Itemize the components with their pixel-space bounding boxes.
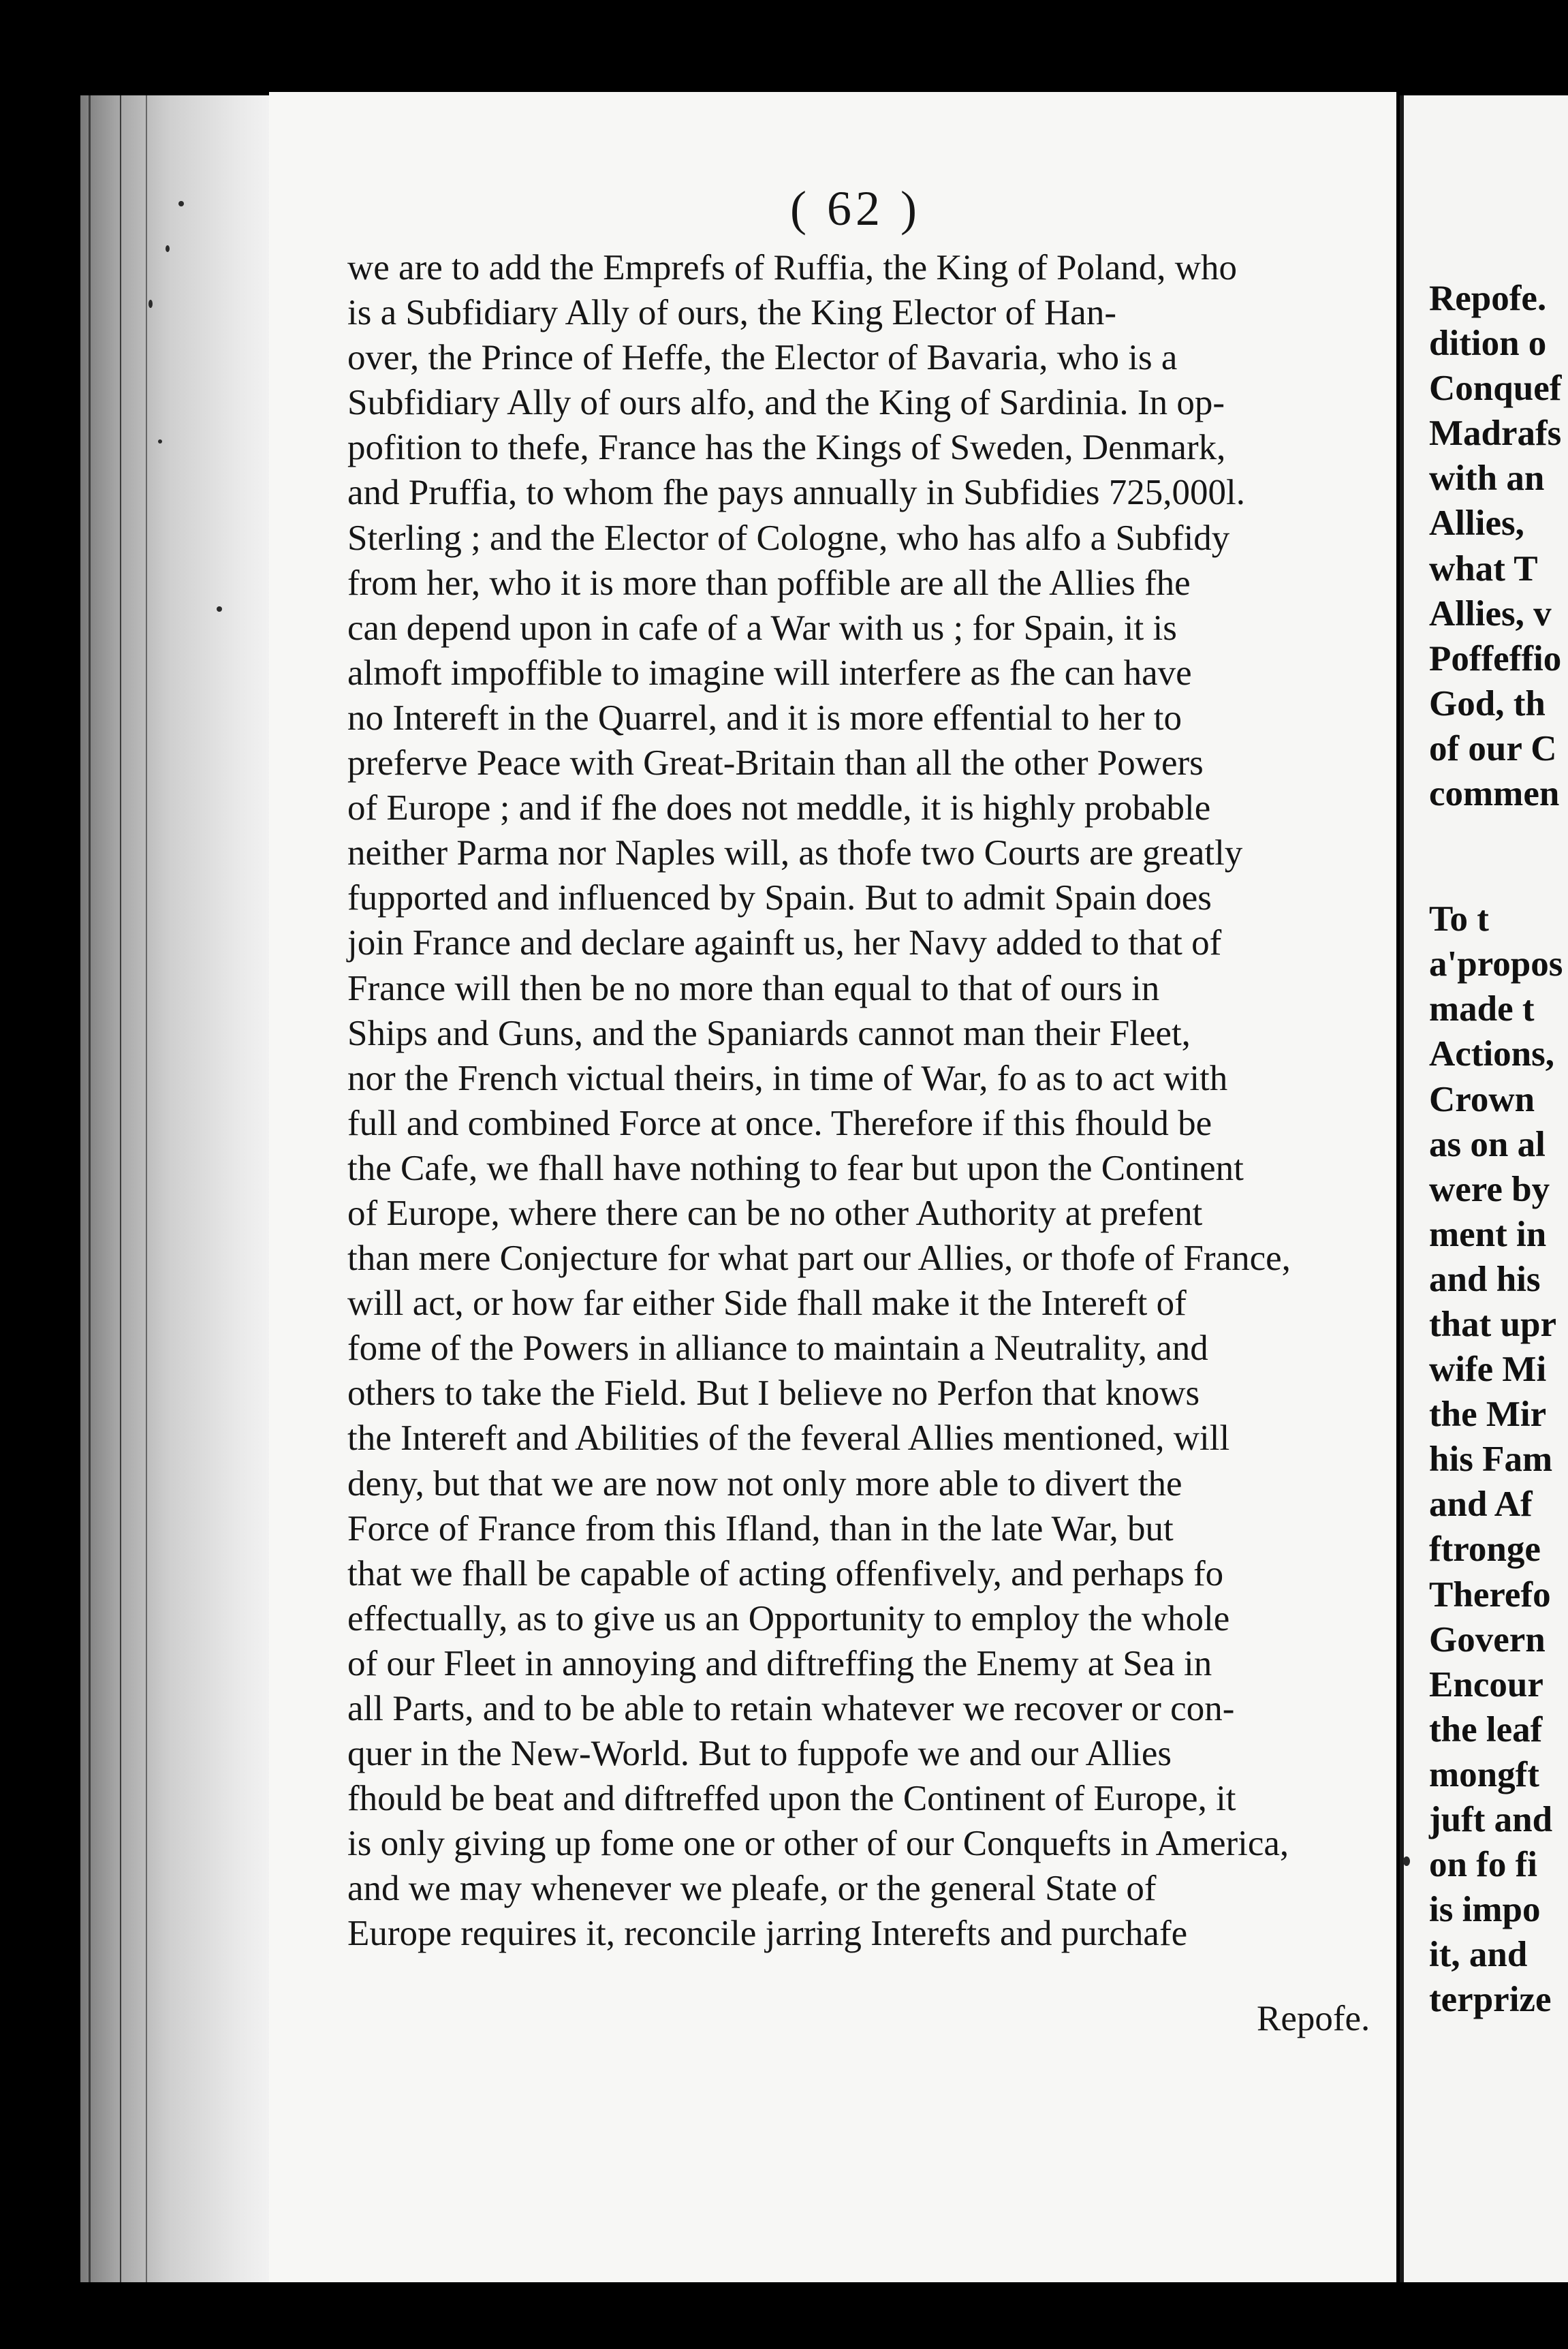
facing-text-line: mongft: [1429, 1754, 1539, 1794]
facing-text-line: ftronge: [1429, 1529, 1541, 1570]
facing-text-line: the leaf: [1429, 1709, 1543, 1749]
text-line: Europe requires it, reconcile jarring Interefts and purchafe: [347, 1914, 1188, 1954]
text-line: preferve Peace with Great-Britain than all the other Powers: [347, 743, 1204, 783]
text-line: neither Parma nor Naples will, as thofe two Courts are greatly: [347, 833, 1243, 873]
text-line: fhould be beat and diftreffed upon the Continent of Europe, it: [347, 1779, 1236, 1819]
text-line: Sterling ; and the Elector of Cologne, who has alfo a Subfidy: [347, 518, 1230, 558]
facing-text-line: were by: [1429, 1169, 1550, 1209]
facing-text-line: Encour: [1429, 1664, 1543, 1705]
text-line: deny, but that we are now not only more able to divert the: [347, 1463, 1182, 1504]
text-line: of Europe ; and if fhe does not meddle, it is highly probable: [347, 788, 1211, 828]
facing-text-line: Madrafs: [1429, 414, 1562, 454]
facing-text-line: Allies, v: [1429, 593, 1552, 634]
facing-text-line: Govern: [1429, 1619, 1546, 1660]
text-line: fupported and influenced by Spain. But to admit Spain does: [347, 878, 1212, 918]
text-line: no Intereft in the Quarrel, and it is more effential to her to: [347, 698, 1182, 738]
facing-text-line: juft and: [1429, 1800, 1553, 1839]
text-line: Ships and Guns, and the Spaniards cannot man their Fleet,: [347, 1013, 1191, 1053]
text-line: is only giving up fome one or other of our Conquefts in America,: [347, 1824, 1289, 1864]
book-gutter: [80, 95, 278, 2282]
scan-border: [0, 2282, 1568, 2349]
text-line: the Cafe, we fhall have nothing to fear but upon the Continent: [347, 1148, 1244, 1188]
facing-text-line: Crown: [1429, 1079, 1535, 1119]
facing-text-line: dition o: [1429, 324, 1547, 364]
text-line: Force of France from this Ifland, than in the late War, but: [347, 1508, 1174, 1549]
facing-text-line: made t: [1429, 989, 1535, 1029]
text-line: from her, who it is more than poffible are all the Allies fhe: [347, 563, 1191, 603]
facing-text-line: that upr: [1429, 1304, 1557, 1344]
facing-text-line: ment in: [1429, 1214, 1547, 1254]
text-line: than mere Conjecture for what part our Allies, or thofe of France,: [347, 1239, 1291, 1279]
text-line: quer in the New-World. But to fuppofe we and our Allies: [347, 1734, 1172, 1774]
facing-text-line: and his: [1429, 1259, 1541, 1299]
text-line: of our Fleet in annoying and diftreffing the Enemy at Sea in: [347, 1643, 1212, 1683]
facing-text-line: Conquef: [1429, 369, 1562, 409]
facing-text-line: To t: [1429, 899, 1489, 939]
text-line: nor the French victual theirs, in time of War, fo as to act with: [347, 1058, 1228, 1098]
facing-text-line: with an: [1429, 458, 1545, 499]
text-line: effectually, as to give us an Opportunity to employ the whole: [347, 1598, 1230, 1638]
text-line: of Europe, where there can be no other Authority at prefent: [347, 1193, 1203, 1233]
text-line: join France and declare againft us, her Navy added to that of: [347, 923, 1222, 963]
facing-text-line: as on al: [1429, 1124, 1546, 1164]
facing-text-line: Therefo: [1429, 1574, 1551, 1615]
text-line: almoft impoffible to imagine will interfere as fhe can have: [347, 653, 1192, 693]
facing-text-line: a'propos: [1429, 944, 1563, 984]
text-line: others to take the Field. But I believe no Perfon that knows: [347, 1373, 1200, 1414]
text-line: can depend upon in cafe of a War with us ; for Spain, it is: [347, 608, 1177, 648]
text-line: we are to add the Emprefs of Ruffia, the King of Poland, who: [347, 248, 1238, 287]
facing-text-line: Poffeffio: [1429, 638, 1562, 679]
text-line: full and combined Force at once. Therefore if this fhould be: [347, 1103, 1212, 1143]
text-line: Subfidiary Ally of ours alfo, and the King of Sardinia. In op-: [347, 383, 1225, 423]
facing-text-line: wife Mi: [1429, 1350, 1547, 1390]
facing-page-text: [1429, 276, 1563, 2022]
text-line: and we may whenever we pleafe, or the general State of: [347, 1869, 1157, 1909]
text-line: that we fhall be capable of acting offenfively, and perhaps fo: [347, 1553, 1224, 1593]
facing-text-line: of our C: [1429, 728, 1557, 768]
facing-text-line: his Fam: [1429, 1440, 1553, 1480]
facing-text-line: commen: [1429, 774, 1560, 814]
facing-text-line: the Mir: [1429, 1395, 1547, 1435]
facing-text-line: Allies,: [1429, 503, 1524, 544]
text-line: will act, or how far either Side fhall make it the Intereft of: [347, 1284, 1187, 1324]
facing-text-line: on fo fi: [1429, 1845, 1537, 1885]
text-line: all Parts, and to be able to retain whatever we recover or con-: [347, 1689, 1235, 1728]
facing-text-line: and Af: [1429, 1484, 1533, 1525]
facing-text-line: Actions,: [1429, 1034, 1555, 1074]
facing-text-line: terprize: [1429, 1980, 1552, 2020]
body-text: [347, 245, 1373, 1957]
text-line: the Intereft and Abilities of the feveral Allies mentioned, will: [347, 1418, 1230, 1459]
facing-text-line: it, and: [1429, 1935, 1528, 1975]
page-number: ( 62 ): [790, 181, 921, 236]
text-line: and Pruffia, to whom fhe pays annually in Subfidies 725,000l.: [347, 473, 1245, 513]
facing-text-line: Repofe.: [1429, 279, 1547, 318]
text-line: pofition to thefe, France has the Kings of Sweden, Denmark,: [347, 428, 1226, 468]
facing-text-line: what T: [1429, 548, 1538, 589]
text-line: over, the Prince of Heffe, the Elector of Bavaria, who is a: [347, 338, 1178, 378]
catchword: Repofe.: [1257, 1999, 1370, 2038]
text-line: is a Subfidiary Ally of ours, the King Elector of Han-: [347, 293, 1116, 333]
facing-text-line: is impo: [1429, 1890, 1541, 1930]
text-line: France will then be no more than equal to that of ours in: [347, 968, 1160, 1008]
text-line: fome of the Powers in alliance to maintain a Neutrality, and: [347, 1328, 1208, 1369]
facing-text-line: God, th: [1429, 683, 1546, 724]
